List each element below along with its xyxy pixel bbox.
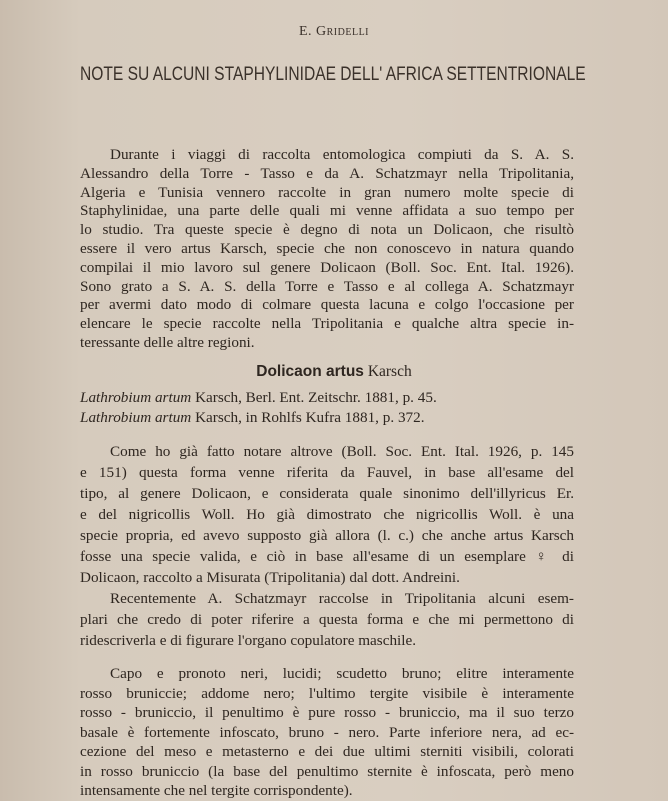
text-line: basale è fortemente infoscato, bruno - nero. Parte inferiore nera, ad ec- bbox=[80, 723, 574, 741]
text-line: teressante delle altre regioni. bbox=[80, 333, 255, 351]
body-text-2 bbox=[80, 664, 574, 801]
text-line: e 151) questa forma venne riferita da Fauvel, in base all'esame del bbox=[80, 464, 574, 481]
species-author: Karsch bbox=[367, 363, 412, 380]
text-line: Staphylinidae, una parte delle quali mi venne affidata a suo tempo per bbox=[80, 202, 574, 220]
species-heading bbox=[0, 362, 668, 382]
body-text-1 bbox=[80, 441, 574, 651]
text-line: Come ho già fatto notare altrove (Boll. Soc. Ent. Ital. 1926, p. 145 bbox=[110, 443, 574, 460]
text-line: e del nigricollis Woll. Ho già dimostrato che nigricollis Woll. è una bbox=[80, 506, 574, 523]
species-name: Dolicaon artus bbox=[256, 363, 364, 380]
synonym-ref: Karsch, in Rohlfs Kufra 1881, p. 372. bbox=[195, 409, 425, 426]
text-line: Dolicaon, raccolto a Misurata (Tripolitania) dal dott. Andreini. bbox=[80, 569, 460, 586]
text-line: Recentemente A. Schatzmayr raccolse in Tripolitania alcuni esem- bbox=[110, 590, 574, 607]
text-line: ridescriverla e di figurare l'organo copulatore maschile. bbox=[80, 632, 417, 649]
synonymy bbox=[80, 388, 574, 428]
article-title: NOTE SU ALCUNI STAPHYLINIDAE DELL' AFRICA SETTENTRIONALE bbox=[80, 64, 586, 85]
text-line: Alessandro della Torre - Tasso e da A. Schatzmayr nella Tripolitania, bbox=[80, 164, 574, 182]
text-line: Sono grato a S. A. S. della Torre e Tasso e al collega A. Schatzmayr bbox=[80, 277, 574, 295]
text-line: Durante i viaggi di raccolta entomologica compiuti da S. A. S. bbox=[110, 146, 574, 163]
text-line: lo studio. Tra queste specie è degno di nota un Dolicaon, che risultò bbox=[80, 221, 574, 239]
text-line: per avermi dato modo di colmare questa lacuna e colgo l'occasione per bbox=[80, 296, 574, 314]
text-line: fosse una specie valida, e ciò in base all'esame di un esemplare ♀ di bbox=[80, 548, 574, 565]
text-line: essere il vero artus Karsch, specie che non conoscevo in natura quando bbox=[80, 239, 574, 257]
text-line: Algeria e Tunisia vennero raccolte in gran numero molte specie di bbox=[80, 183, 574, 201]
text-line: tipo, al genere Dolicaon, e considerata quale sinonimo dell'illyricus Er. bbox=[80, 485, 574, 502]
text-line: rosso - bruniccio, il penultimo è pure rosso - bruniccio, ma il suo terzo bbox=[80, 704, 574, 721]
synonym-name: Lathrobium artum bbox=[80, 409, 192, 426]
text-line: intensamente che nel tergite corrispondente). bbox=[80, 782, 353, 799]
author-name: E. Gridelli bbox=[298, 24, 370, 39]
text-line: in rosso bruniccio (la base del penultimo sternite è infoscata, però meno bbox=[80, 762, 574, 780]
synonym-ref: Karsch, Berl. Ent. Zeitschr. 1881, p. 45. bbox=[195, 389, 437, 406]
synonym-name: Lathrobium artum bbox=[80, 389, 192, 406]
text-line: cezione del meso e metasterno e dei due ultimi sterniti visibili, colorati bbox=[80, 743, 574, 760]
intro-paragraph bbox=[80, 146, 574, 353]
text-line: plari che credo di poter riferire a questa forma e che mi permettono di bbox=[80, 611, 574, 628]
text-line: specie propria, ed avevo supposto già allora (l. c.) che anche artus Karsch bbox=[80, 527, 574, 544]
synonym-line bbox=[80, 408, 574, 428]
text-line: compilai il mio lavoro sul genere Dolicaon (Boll. Soc. Ent. Ital. 1926). bbox=[80, 258, 574, 276]
text-line: elencare le specie raccolte nella Tripolitania e qualche altra specie in- bbox=[80, 315, 574, 333]
text-line: rosso bruniccie; addome nero; l'ultimo tergite visibile è interamente bbox=[80, 684, 574, 702]
text-line: Capo e pronoto neri, lucidi; scudetto bruno; elitre interamente bbox=[110, 665, 574, 682]
synonym-line bbox=[80, 388, 574, 408]
